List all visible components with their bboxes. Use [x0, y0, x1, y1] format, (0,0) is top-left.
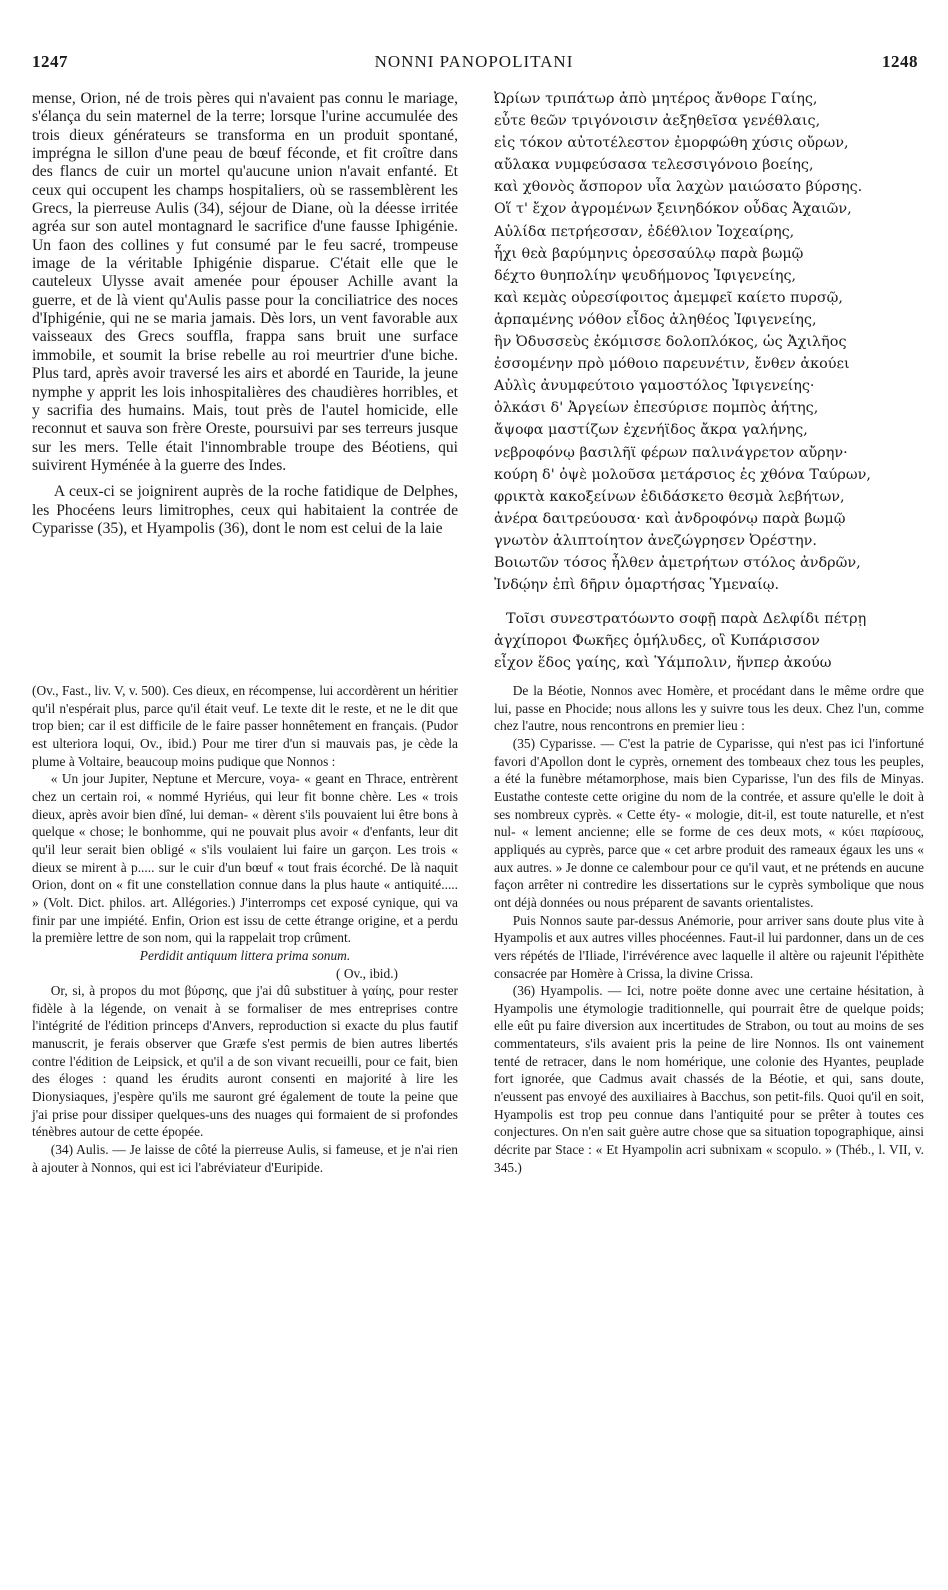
translation-paragraph: mense, Orion, né de trois pères qui n'avaient pas connu le mariage, s'élança du sein maternel de la terre; lorsque l'urine accumulée des trois dieux générateurs se transforma en un produit spontané, imprégna le sillon d'une peau de bœuf féconde, et fit croître dans des flancs de cuir un mortel qu'aucune union n'avait enfanté. Et ceux qui occupent les champs hospitaliers, où se rassemblèrent les Grecs, la pierreuse Aulis (34), séjour de Diane, où la déesse irritée agréa sur son autel montagnard le sacrifice d'une fausse Iphigénie. Un faon des collines y fut consumé par le feu sacré, trompeuse image de la véritable Iphigénie disparue. C'était elle que le cauteleux Ulysse avait amenée pour épouser Achille avant la guerre, et de là vient qu'Aulis passe pour la conciliatrice des noces d'Iphigénie, qui ne se maria jamais. Dès lors, un vent favorable aux vaisseaux des Grecs souffla, frappa sans bruit une surface immobile, et soumit la brise rebelle au roi meurtrier d'une biche. Plus tard, après avoir traversé les airs et abordé en Tauride, la jeune nymphe y apprit les lois inhospitalières des chaudières horribles, et y sacrifia des humains. Mais, tout près de l'autel homicide, elle reconnut et sauva son frère Oreste, poursuivi par ses terreurs jusque sur les mers. Telle était l'innombrable troupe des Béotiens, qui suivirent Hyménée à la guerre des Indes.	[32, 90, 458, 474]
notes-right	[494, 682, 924, 1176]
french-translation	[32, 90, 458, 538]
greek-verse: ἁρπαμένης νόθον εἶδος ἀληθέος Ἰφιγενείης,	[494, 311, 817, 328]
greek-verse: καὶ κεμὰς οὐρεσίφοιτος ἀμεμφεῖ καίετο πυρσῷ,	[494, 289, 843, 306]
page-number-left: 1247	[32, 52, 68, 71]
greek-verse: ἐσσομένην πρὸ μόθοιο παρευνέτιν, ἔνθεν ἀκούει	[494, 356, 850, 373]
greek-verse: εἰς τόκον αὐτοτέλεστον ἐμορφώθη χύσις οὔρων,	[494, 135, 849, 152]
translation-paragraph: A ceux-ci se joignirent auprès de la roche fatidique de Delphes, les Phocéens leurs limitrophes, ceux qui habitaient la contrée de Cyparisse (35), et Hyampolis (36), dont le nom est celui de la laie	[32, 483, 458, 537]
notes-left	[32, 682, 458, 1176]
greek-verse: κούρη δ' ὀψὲ μολοῦσα μετάρσιος ἐς χθόνα Ταύρων,	[494, 466, 871, 483]
greek-verse: ἀγχίποροι Φωκῆες ὁμήλυδες, οἳ Κυπάρισσον	[494, 633, 820, 650]
note-paragraph: (34) Aulis. — Je laisse de côté la pierreuse Aulis, si fameuse, et je n'ai rien à ajouter à Nonnos, qui est ici l'abréviateur d'Euripide.	[32, 1142, 458, 1175]
greek-verse: ἧχι θεὰ βαρύμηνις ὀρεσσαύλῳ παρὰ βωμῷ	[494, 245, 804, 262]
greek-verse: Αὐλίδα πετρήεσσαν, ἐδέθλιον Ἰοχεαίρης,	[494, 223, 795, 240]
greek-verse: καὶ χθονὸς ἄσπορον υἷα λαχὼν μαιώσατο βύρσης.	[494, 179, 863, 196]
greek-verse: ὁλκάσι δ' Ἀργείων ἐπεσύρισε πομπὸς ἀήτης,	[494, 400, 819, 417]
note-paragraph: Puis Nonnos saute par-dessus Anémorie, pour arriver sans doute plus vite à Hyampolis et aux autres villes phocéennes. Faut-il lui pardonner, dans un de ces vers répétés de l'Iliade, l'irrévérence avec laquelle il altère ou rajeunit l'épithète consacrée par Homère à Crissa, la divine Crissa.	[494, 912, 924, 981]
greek-verse: γνωτὸν ἀλιπτοίητον ἀνεζώγρησεν Ὀρέστην.	[494, 532, 817, 549]
greek-verse: δέχτο θυηπολίην ψευδήμονος Ἰφιγενείης,	[494, 267, 797, 284]
greek-verse: Ἰνδῴην ἐπὶ δῆριν ὁμαρτήσας Ὑμεναίῳ.	[494, 577, 780, 594]
greek-text	[494, 88, 924, 674]
greek-verse: Αὐλὶς ἀνυμφεύτοιο γαμοστόλος Ἰφιγενείης·	[494, 378, 815, 395]
greek-verse: αὔλακα νυμφεύσασα τελεσσιγόνοιο βοείης,	[494, 157, 814, 174]
greek-verse: Τοῖσι συνεστρατόωντο σοφῇ παρὰ Δελφίδι πέτρῃ	[506, 611, 867, 628]
greek-verse: νεβροφόνῳ βασιλῆϊ φέρων παλινάγρετον αὔρην·	[494, 444, 848, 461]
greek-verse: Οἵ τ' ἔχον ἀγρομένων ξεινηδόκον οὖδας Ἀχαιῶν,	[494, 201, 852, 218]
note-quote: Perdidit antiquum littera prima sonum.	[139, 947, 351, 963]
greek-verse: Βοιωτῶν τόσος ἦλθεν ἀμετρήτων στόλος ἀνδρῶν,	[494, 554, 861, 571]
note-citation: ( Ov., ibid.)	[336, 965, 398, 981]
note-paragraph: (36) Hyampolis. — Ici, notre poëte donne avec une certaine hésitation, à Hyampolis une étymologie traditionnelle, qui pourrait être de quelque poids; elle eût pu faire diversion aux incertitudes de Strabon, ou tout au moins de ses commentateurs, s'ils avaient pris la peine de lire Nonnos. Ils ont vainement tenté de retracer, dans le nom homérique, une colonie des Hyantes, peuplade fort ignorée, que Cadmus avait chassés de la Béotie, et qui, sans doute, n'eussent pas envoyé des auxiliaires à Bacchus, son petit-fils. Quoi qu'il en soit, Hyampolis est trop peu connue dans l'antiquité pour se prêter à toutes ces conjectures. On n'en sait guère autre chose que sa situation topographique, ainsi décrite par Stace : « Et Hyampolin acri subnixam « scopulo. » (Théb., l. VII, v. 345.)	[494, 983, 924, 1175]
greek-verse: ἄψοφα μαστίζων ἐχενήϊδος ἄκρα γαλήνης,	[494, 422, 808, 439]
page-number-right: 1248	[882, 52, 918, 71]
greek-verse: ἀνέρα δαιτρεύουσα· καὶ ἀνδροφόνῳ παρὰ βωμῷ	[494, 510, 846, 527]
greek-verse: ἣν Ὀδυσσεὺς ἐκόμισσε δολοπλόκος, ὡς Ἀχιλῆος	[494, 334, 847, 351]
greek-verse: φρικτὰ κακοξείνων ἐδιδάσκετο θεσμὰ λεβήτων,	[494, 488, 845, 505]
note-paragraph: Or, si, à propos du mot βύρσης, que j'ai dû substituer à γαίης, pour rester fidèle à la légende, on venait à se formaliser de mes entreprises contre l'intégrité de l'édition princeps d'Anvers, reproduction si exacte du plus fautif manuscrit, je ferais observer que Græfe s'est permis de bien autres libertés contre l'édition de Leipsick, et qu'il a de son vivant recueilli, pour ce fait, bien des éloges : quand les érudits auront consenti en majorité à lire les Dionysiaques, j'espère qu'ils me sauront gré également de toute la peine que j'ai prise pour dissiper quelques-uns des nuages qui formaient de si profondes ténèbres autour de cette épopée.	[32, 983, 458, 1140]
verse-gap	[494, 596, 924, 608]
note-paragraph: (35) Cyparisse. — C'est la patrie de Cyparisse, qui n'est pas ici l'infortuné favori d'Apollon dont le cyprès, ornement des tombeaux chez tous les peuples, a été la funèbre métamorphose, mais bien Cyparisse, l'un des fils de Minyas. Eustathe conteste cette origine du nom de la contrée, et assure qu'elle le doit à ses nombreux cyprès. « Cette éty- « mologie, dit-il, est toute naturelle, et n'est nul- « lement ancienne; elle se forme de ces deux mots, « κύει παρίσους, appliqués au cyprès, parce que « cet arbre produit des rameaux égaux les uns « aux autres. » Je donne ce calembour pour ce qu'il vaut, et ne prétends en aucune façon arrêter ni contredire les dissertations sur le cyprès symbolique que nous ont déjà données ou nous préparent de savants orientalistes.	[494, 735, 924, 910]
note-paragraph: De la Béotie, Nonnos avec Homère, et procédant dans le même ordre que lui, passe en Phocide; nous allons les y suivre tous les deux. Chez l'un, comme chez l'autre, nous rencontrons en premier lieu :	[494, 683, 924, 734]
note-paragraph: (Ov., Fast., liv. V, v. 500). Ces dieux, en récompense, lui accordèrent un héritier qu'il n'espérait plus, parce qu'il était veuf. Le texte dit le reste, et ne le dit que trop bien; car il est difficile de le faire passer honnêtement en français. (Pudor est ulteriora loqui, Ov., ibid.) Pour me tirer d'un si mauvais pas, je cède la plume à Voltaire, beaucoup moins pudique que Nonnos :	[32, 683, 458, 769]
running-title: NONNI PANOPOLITANI	[374, 52, 574, 71]
greek-verse: Ὠρίων τριπάτωρ ἀπὸ μητέρος ἄνθορε Γαίης,	[494, 91, 818, 107]
greek-verse: εἶχον ἕδος γαίης, καὶ Ὑάμπολιν, ἥνπερ ἀκούω	[494, 655, 832, 672]
running-header	[0, 52, 948, 78]
greek-verse: εὖτε θεῶν τριγόνοισιν ἀεξηθεῖσα γενέθλαις,	[494, 113, 821, 130]
note-paragraph: « Un jour Jupiter, Neptune et Mercure, voya- « geant en Thrace, entrèrent chez un certain roi, « nommé Hyriéus, qui leur fit bonne chère. Les « trois dieux, après avoir bien dîné, lui deman- « dèrent s'ils pouvaient lui être bons à quelque « chose; le bonhomme, qui ne pouvait plus avoir « d'enfants, leur dit qu'il leur serait bien obligé « s'ils voulaient lui faire un garçon. Les trois « dieux se mirent à p..... sur le cuir d'un bœuf « tout frais écorché. De là naquit Orion, dont on « fit une constellation connue dans la plus haute « antiquité..... » (Volt. Dict. philos. art. Allégories.) J'interromps cet exposé cynique, qui va finir par une impiété. Enfin, Orion est issu de cette étrange origine, et a perdu la première lettre de son nom, qui la rappelait trop crûment.	[32, 771, 458, 946]
